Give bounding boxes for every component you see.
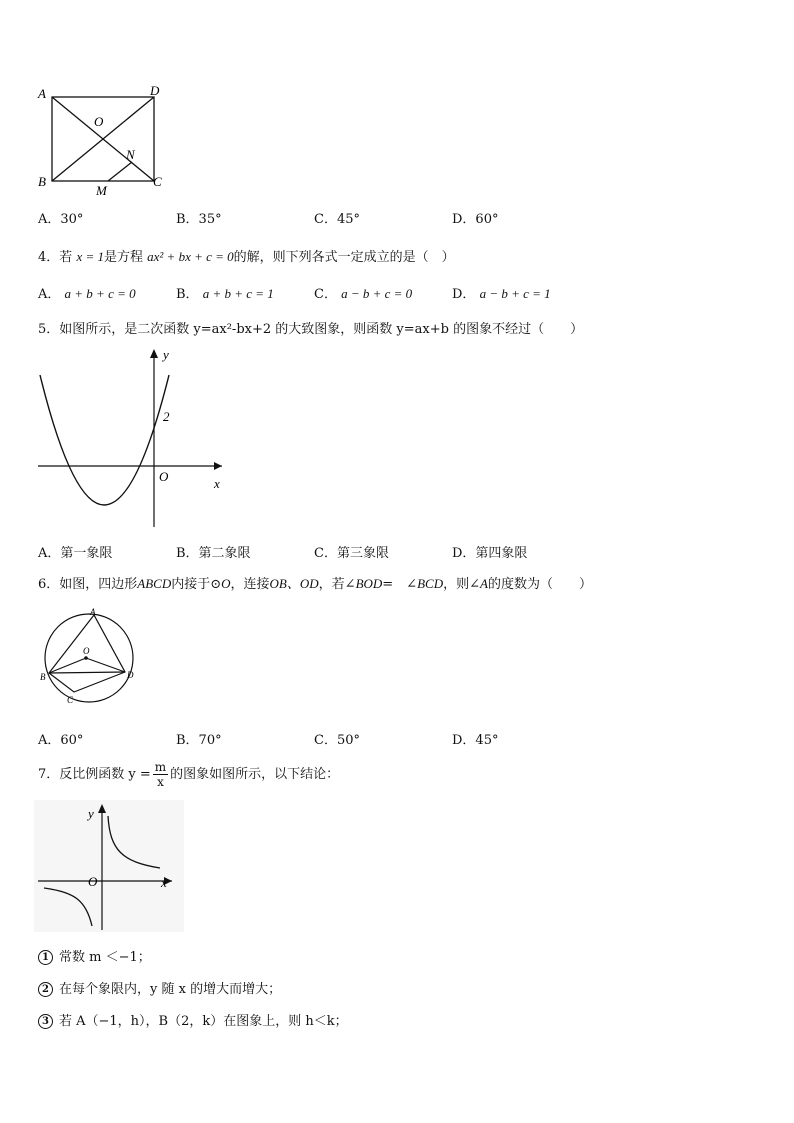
label-B: B — [38, 174, 46, 189]
q6-circle-figure — [34, 605, 144, 710]
q5-option-d[interactable]: D．第四象限 — [452, 546, 528, 561]
axis-y-label: y — [163, 347, 169, 362]
label-A: A — [90, 607, 96, 617]
axis-x-label: x — [161, 875, 167, 890]
q3-option-b[interactable]: B．35° — [176, 212, 222, 227]
label-C: C — [67, 695, 74, 705]
q5-parabola-graph — [34, 345, 234, 530]
label-C: C — [153, 174, 162, 189]
q4-option-d[interactable]: D． a − b + c = 1 — [452, 286, 551, 302]
q7-stem: 7．反比例函数 y = $\frac{m}{x}$ 的图象如图所示，以下结论： — [38, 760, 340, 789]
q7-conclusion-1: 1 常数 m ＜−1； — [38, 946, 151, 965]
label-O: O — [83, 646, 90, 656]
label-O: O — [94, 114, 104, 129]
label-B: B — [40, 672, 46, 682]
q3-rectangle-figure — [34, 82, 174, 200]
label-D: D — [127, 670, 134, 680]
q5-option-c[interactable]: C．第三象限 — [314, 546, 389, 561]
circled-number-1: 1 — [38, 950, 53, 965]
q3-option-d[interactable]: D．60° — [452, 212, 499, 227]
label-M: M — [96, 183, 107, 198]
q3-option-a[interactable]: A．30° — [38, 212, 84, 227]
axis-x-label: x — [214, 476, 220, 491]
q7-hyperbola-graph — [34, 800, 184, 932]
label-N: N — [126, 147, 135, 162]
q7-conclusion-2: 2 在每个象限内，y 随 x 的增大而增大； — [38, 978, 281, 997]
axis-y-label: y — [88, 806, 94, 821]
q6-stem: 6．如图，四边形ABCD内接于⊙O，连接OB、OD，若∠BOD= ∠BCD，则∠A的度数为（ ） — [38, 576, 592, 592]
circled-number-2: 2 — [38, 982, 53, 997]
q5-option-b[interactable]: B．第二象限 — [176, 546, 251, 561]
label-D: D — [150, 83, 160, 98]
y-intercept-label: 2 — [163, 409, 170, 424]
q4-option-b[interactable]: B． a + b + c = 1 — [176, 286, 274, 302]
q4-stem: 4．若 x = 1是方程 ax² + bx + c = 0的解，则下列各式一定成立的是（ ） — [38, 249, 455, 265]
q6-option-d[interactable]: D．45° — [452, 733, 499, 748]
q4-option-a[interactable]: A． a + b + c = 0 — [38, 286, 136, 302]
q6-option-a[interactable]: A．60° — [38, 733, 84, 748]
origin-label: O — [159, 469, 169, 484]
q7-conclusion-3: 3 若 A（−1，h），B（2，k）在图象上，则 h＜k； — [38, 1010, 348, 1029]
q5-option-a[interactable]: A．第一象限 — [38, 546, 113, 561]
fraction-m-over-x: $\frac{m}{x}$ — [154, 760, 167, 789]
q6-option-b[interactable]: B．70° — [176, 733, 222, 748]
q3-option-c[interactable]: C．45° — [314, 212, 360, 227]
circled-number-3: 3 — [38, 1014, 53, 1029]
q6-option-c[interactable]: C．50° — [314, 733, 360, 748]
q5-stem: 5．如图所示，是二次函数 y=ax²-bx+2 的大致图象，则函数 y=ax+b 的图象不经过（ ） — [38, 322, 584, 337]
origin-label: O — [88, 874, 98, 889]
q4-option-c[interactable]: C． a − b + c = 0 — [314, 286, 413, 302]
label-A: A — [38, 86, 46, 101]
